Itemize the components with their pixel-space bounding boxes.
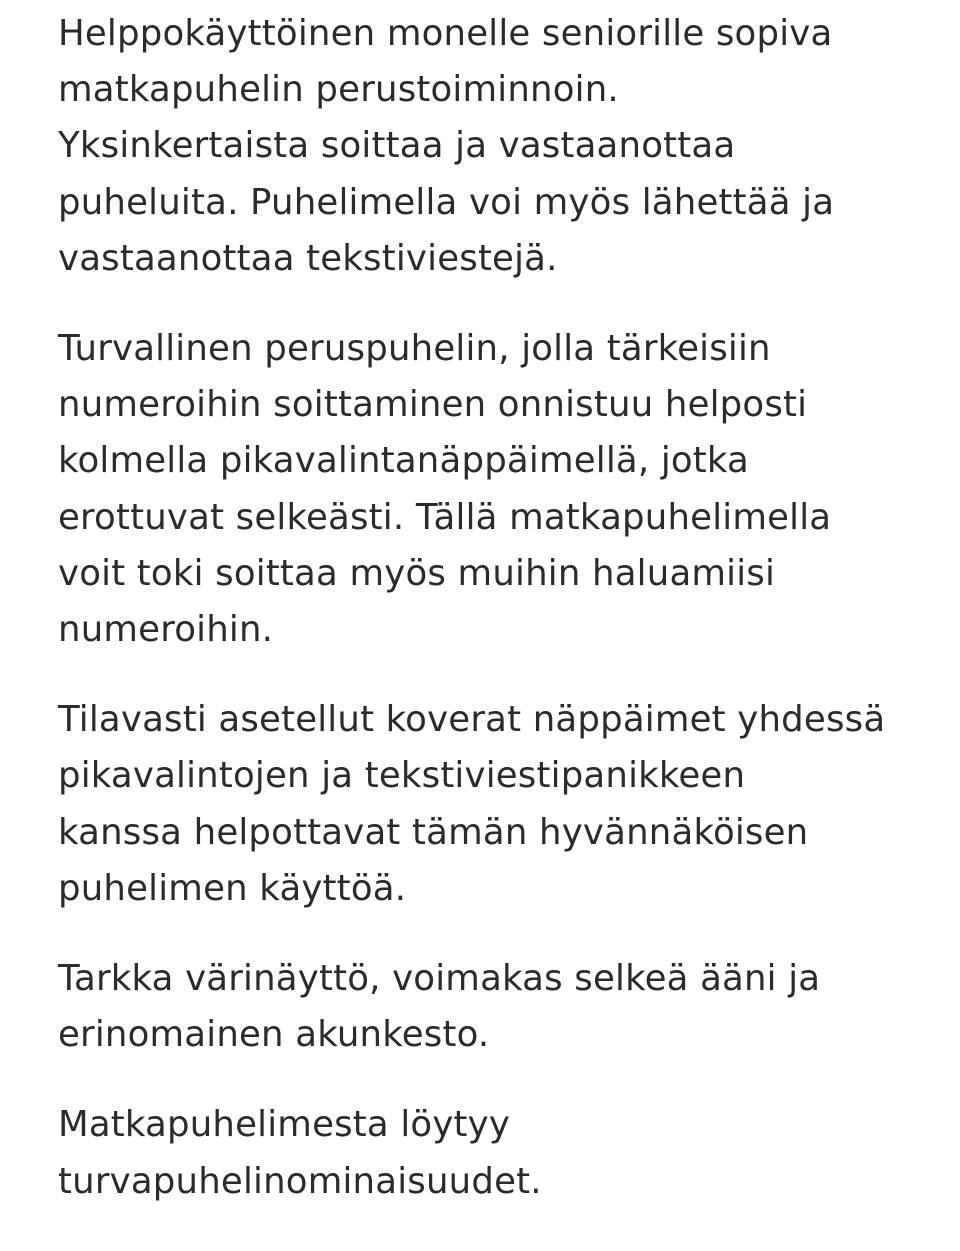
text-line: Tarkka värinäyttö, voimakas selkeä ääni ja (58, 958, 821, 1000)
text-line: kolmella pikavalintanäppäimellä, jotka (58, 440, 750, 482)
text-line: Yksinkertaista soittaa ja vastaanottaa (58, 125, 736, 167)
text-line: voit toki soittaa myös muihin haluamiisi (58, 552, 776, 594)
text-line: Matkapuhelimesta löytyy (58, 1104, 511, 1146)
text-line: Tilavasti asetellut koverat näppäimet yhdessä (58, 699, 886, 741)
text-line: numeroihin soittaminen onnistuu helposti (58, 384, 808, 426)
paragraph-safety (58, 1097, 938, 1209)
product-description (58, 6, 938, 1244)
text-line: kanssa helpottavat tämän hyvännäköisen (58, 811, 809, 853)
text-line: Helppokäyttöinen monelle seniorille sopiva (58, 13, 833, 54)
paragraph-speed-dial (58, 321, 938, 658)
text-line: puhelimen käyttöä. (58, 867, 407, 909)
text-line: erottuvat selkeästi. Tällä matkapuhelimella (58, 496, 832, 538)
paragraph-keypad (58, 692, 938, 917)
text-line: numeroihin. (58, 609, 274, 651)
text-line: pikavalintojen ja tekstiviestipanikkeen (58, 755, 746, 797)
text-line: Turvallinen peruspuhelin, jolla tärkeisiin (58, 328, 771, 370)
text-line: vastaanottaa tekstiviestejä. (58, 237, 558, 279)
paragraph-intro (58, 6, 938, 287)
text-line: turvapuhelinominaisuudet. (58, 1160, 542, 1202)
text-line: erinomainen akunkesto. (58, 1014, 490, 1056)
paragraph-display (58, 951, 938, 1063)
text-line: puheluita. Puhelimella voi myös lähettää ja (58, 181, 835, 223)
text-line: matkapuhelin perustoiminnoin. (58, 69, 619, 111)
